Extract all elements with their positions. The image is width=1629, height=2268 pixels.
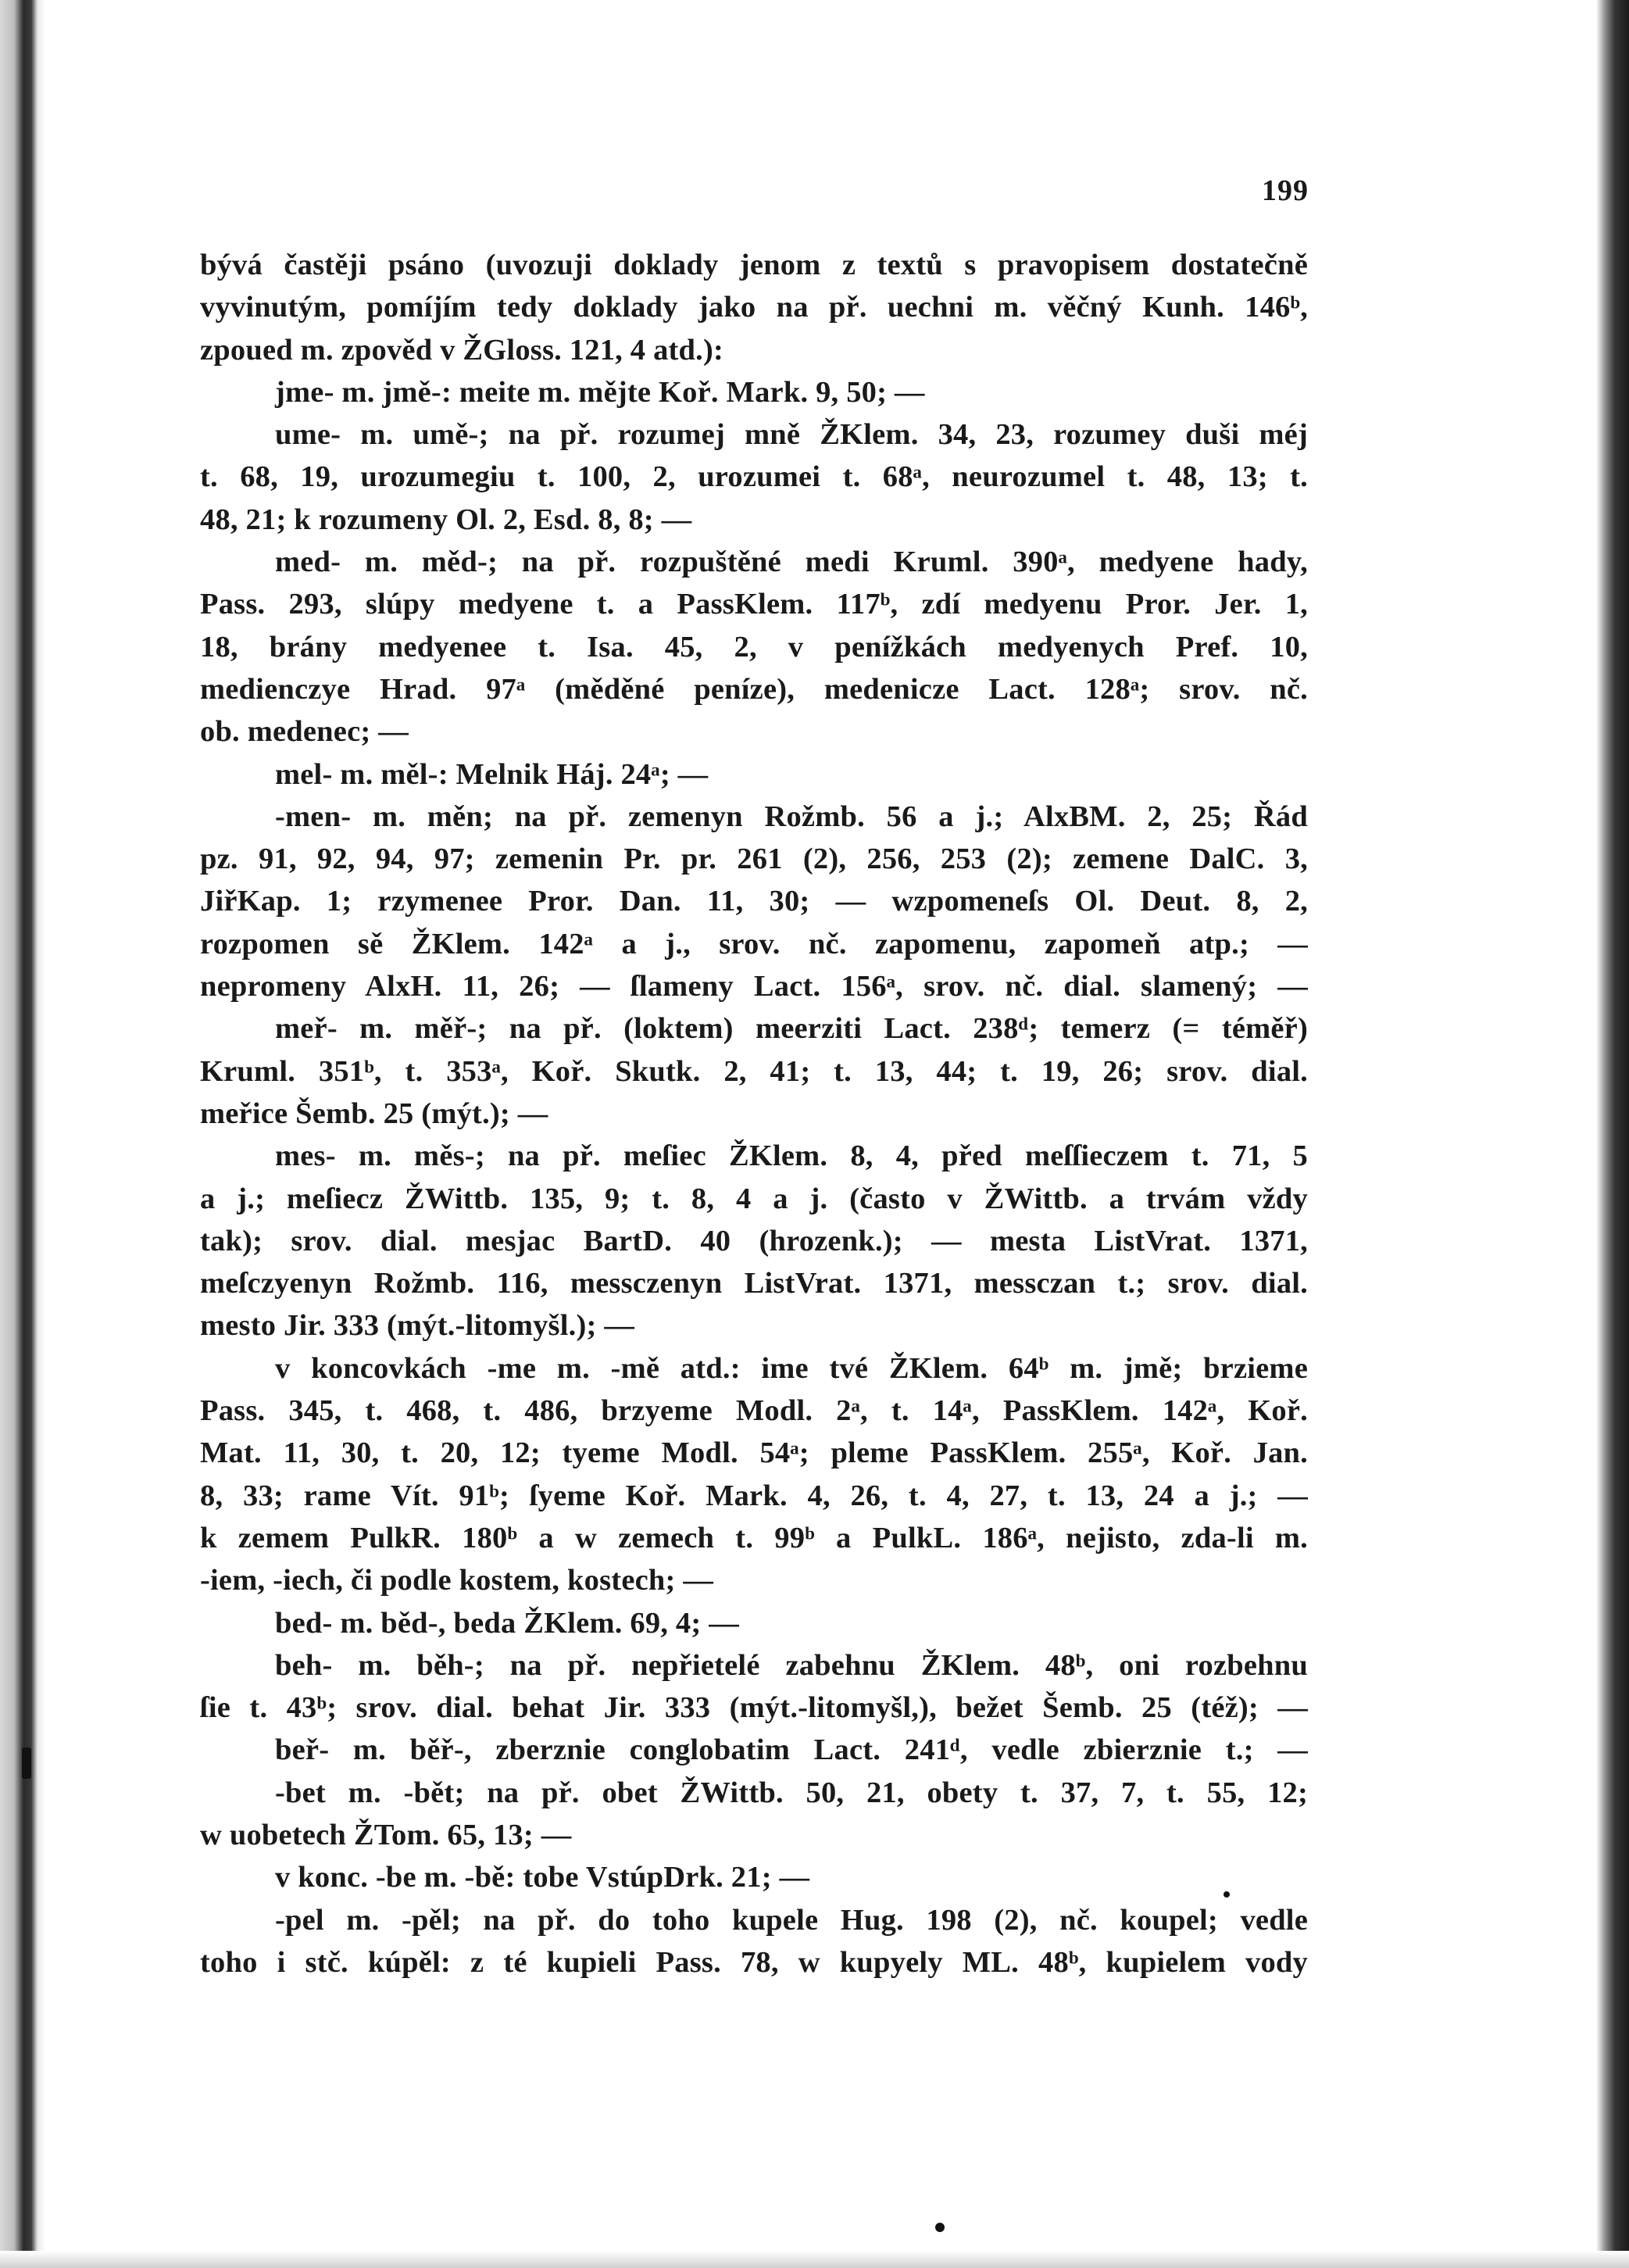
margin-speck bbox=[935, 2223, 945, 2232]
text-line: ume- m. umě-; na př. rozumej mně ŽKlem. 34, 23, rozumey duši méj bbox=[275, 418, 1308, 452]
text-line: -iem, -iech, či podle kostem, kostech; — bbox=[200, 1564, 714, 1597]
text-line: a j.; meſiecz ŽWittb. 135, 9; t. 8, 4 a j. (často v ŽWittb. a trvám vždy bbox=[200, 1182, 1308, 1215]
text-line: Mat. 11, 30, t. 20, 12; tyeme Modl. 54ᵃ; pleme PassKlem. 255ᵃ, Koř. Jan. bbox=[200, 1436, 1308, 1470]
bottom-scan-edge bbox=[0, 2251, 1629, 2268]
text-line: 8, 33; rame Vít. 91ᵇ; ſyeme Koř. Mark. 4, 26, t. 4, 27, t. 13, 24 a j.; — bbox=[200, 1479, 1308, 1512]
text-line: beh- m. běh-; na př. nepřietelé zabehnu ŽKlem. 48ᵇ, oni rozbehnu bbox=[275, 1648, 1308, 1682]
text-line: ob. medenec; — bbox=[200, 715, 409, 749]
right-scan-edge bbox=[1596, 0, 1629, 2268]
text-line: bed- m. běd-, beda ŽKlem. 69, 4; — bbox=[275, 1606, 739, 1640]
text-line: mesto Jir. 333 (mýt.-litomyšl.); — bbox=[200, 1309, 635, 1343]
text-line: meř- m. měř-; na př. (loktem) meerziti Lact. 238ᵈ; temerz (= téměř) bbox=[275, 1012, 1308, 1046]
text-line: meſczyenyn Rožmb. 116, messczenyn ListVrat. 1371, messczan t.; srov. dial. bbox=[200, 1267, 1308, 1300]
text-line: t. 68, 19, urozumegiu t. 100, 2, urozumei t. 68ᵃ, neurozumel t. 48, 13; t. bbox=[200, 460, 1308, 494]
text-line: nepromeny AlxH. 11, 26; — ſlameny Lact. 156ᵃ, srov. nč. dial. slamený; — bbox=[200, 970, 1308, 1003]
text-line: 48, 21; k rozumeny Ol. 2, Esd. 8, 8; — bbox=[200, 503, 692, 536]
text-line: zpoued m. zpověd v ŽGloss. 121, 4 atd.): bbox=[200, 333, 724, 367]
text-line: v koncovkách -me m. -mě atd.: ime tvé ŽKlem. 64ᵇ m. jmě; brzieme bbox=[275, 1351, 1308, 1385]
text-line: -pel m. -pěl; na př. do toho kupele Hug. 198 (2), nč. koupel; vedle bbox=[275, 1903, 1308, 1937]
text-line: -men- m. měn; na př. zemenyn Rožmb. 56 a j.; AlxBM. 2, 25; Řád bbox=[275, 800, 1308, 833]
margin-speck bbox=[22, 1748, 31, 1779]
text-line: Pass. 293, slúpy medyene t. a PassKlem. 117ᵇ, zdí medyenu Pror. Jer. 1, bbox=[200, 588, 1308, 621]
text-line: 18, brány medyenee t. Isa. 45, 2, v penížkách medyenych Pref. 10, bbox=[200, 630, 1308, 664]
text-line: k zemem PulkR. 180ᵇ a w zemech t. 99ᵇ a PulkL. 186ᵃ, nejisto, zda-li m. bbox=[200, 1521, 1308, 1554]
text-line: pz. 91, 92, 94, 97; zemenin Pr. pr. 261 (2), 256, 253 (2); zemene DalC. 3, bbox=[200, 842, 1308, 876]
text-line: Kruml. 351ᵇ, t. 353ᵃ, Koř. Skutk. 2, 41; t. 13, 44; t. 19, 26; srov. dial. bbox=[200, 1054, 1308, 1088]
text-line: med- m. měd-; na př. rozpuštěné medi Kruml. 390ᵃ, medyene hady, bbox=[275, 546, 1308, 579]
text-line: mel- m. měl-: Melnik Háj. 24ᵃ; — bbox=[275, 757, 709, 791]
text-line: JiřKap. 1; rzymenee Pror. Dan. 11, 30; — wzpomeneſs Ol. Deut. 8, 2, bbox=[200, 885, 1308, 918]
text-line: jme- m. jmě-: meite m. mějte Koř. Mark. 9, 50; — bbox=[275, 375, 925, 409]
text-line: meřice Šemb. 25 (mýt.); — bbox=[200, 1096, 548, 1130]
text-line: v konc. -be m. -bě: tobe VstúpDrk. 21; — bbox=[275, 1861, 810, 1894]
text-line: tak); srov. dial. mesjac BartD. 40 (hrozenk.); — mesta ListVrat. 1371, bbox=[200, 1224, 1308, 1257]
text-line: ſie t. 43ᵇ; srov. dial. behat Jir. 333 (mýt.-litomyšl,), bežet Šemb. 25 (též); — bbox=[200, 1691, 1308, 1725]
text-line: Pass. 345, t. 468, t. 486, brzyeme Modl. 2ᵃ, t. 14ᵃ, PassKlem. 142ᵃ, Koř. bbox=[200, 1394, 1308, 1428]
text-line: rozpomen sě ŽKlem. 142ᵃ a j., srov. nč. zapomenu, zapomeň atp.; — bbox=[200, 927, 1308, 961]
body-text bbox=[200, 244, 1308, 1984]
page-number: 199 bbox=[1262, 174, 1309, 207]
text-line: -bet m. -bět; na př. obet ŽWittb. 50, 21, obety t. 37, 7, t. 55, 12; bbox=[275, 1776, 1308, 1809]
text-line: bývá častěji psáno (uvozuji doklady jenom z textů s pravopisem dostatečně bbox=[200, 249, 1308, 281]
text-line: vyvinutým, pomíjím tedy doklady jako na př. uechni m. věčný Kunh. 146ᵇ, bbox=[200, 291, 1308, 324]
text-line: toho i stč. kúpěl: z té kupieli Pass. 78, w kupyely ML. 48ᵇ, kupielem vody bbox=[200, 1945, 1308, 1979]
text-line: w uobetech ŽTom. 65, 13; — bbox=[200, 1818, 572, 1851]
left-scan-edge bbox=[0, 0, 45, 2268]
text-line: medienczye Hrad. 97ᵃ (měděné peníze), medenicze Lact. 128ᵃ; srov. nč. bbox=[200, 672, 1308, 706]
text-line: mes- m. měs-; na př. meſiec ŽKlem. 8, 4, před meſſieczem t. 71, 5 bbox=[275, 1139, 1308, 1173]
text-line: beř- m. běř-, zberznie conglobatim Lact. 241ᵈ, vedle zbierznie t.; — bbox=[275, 1733, 1308, 1767]
